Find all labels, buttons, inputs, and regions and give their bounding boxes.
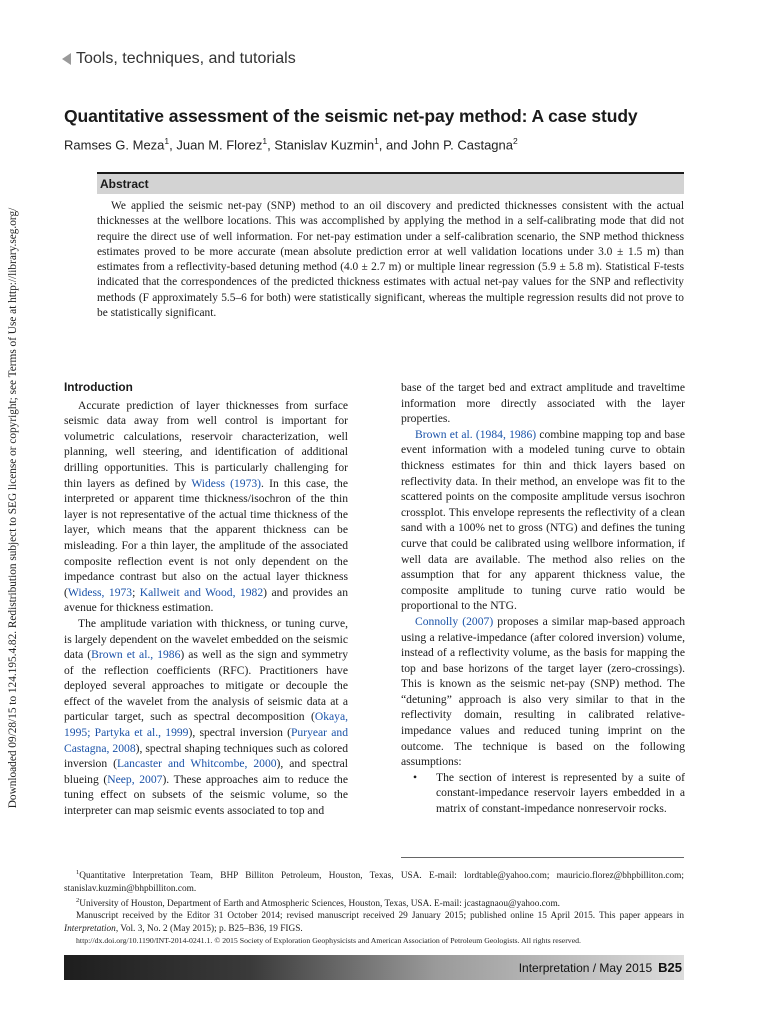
text-run: ), spectral shaping techniques such as colored inversion ( bbox=[64, 741, 348, 771]
intro-paragraph-1 bbox=[64, 398, 348, 616]
download-side-note bbox=[4, 158, 22, 858]
triangle-marker-icon bbox=[62, 53, 71, 65]
introduction-heading: Introduction bbox=[64, 380, 133, 394]
intro-paragraph-4 bbox=[401, 427, 685, 614]
citation-link[interactable]: Widess (1973) bbox=[191, 476, 262, 490]
text-run: ; bbox=[132, 585, 140, 599]
author-name: Juan M. Florez bbox=[176, 137, 263, 153]
section-label: Tools, techniques, and tutorials bbox=[76, 50, 296, 67]
text-run: proposes a similar map-based approach using a relative-impedance (after colored inversion) volume, instead of a reflectivity volume, as the basis for mapping the top and base horizons of the target layer (zero-crossings). This is known as the seismic net-pay (SNP) method. The “detuning” approach is also very similar to that in the reflectivity domain, resulting in calibrated relative-impedance values and reduced tuning imprint on the outcome. The technique is based on the following assumptions: bbox=[401, 614, 686, 769]
author-name: John P. Castagna bbox=[411, 137, 513, 153]
author-affiliation-mark: 1 bbox=[164, 136, 170, 146]
abstract-text: We applied the seismic net-pay (SNP) method to an oil discovery and predicted thicknesses consistent with the actual thicknesses at the wellbore locations. This was accomplished by applying the method in a self-calibrating mode that did not require the direct use of well information. For net-pay estimation under a self-calibration scenario, the SNP method thickness estimates proved to be more accurate (mean absolute prediction error at well validation locations under 3.0 ± 1.5 m) than estimates from a reflectivity-based detuning method (4.0 ± 2.7 m) or multiple linear regression (5.9 ± 5.8 m). Statistical F-tests indicated that the correspondences of the predicted thickness estimates with actual net-pay values for the SNP and reflectivity methods (F approximately 5.5–6 for both) were statistically significant, whereas the multiple regression results did not prove to be statistically significant. bbox=[97, 200, 684, 320]
text-run: ) and provides an avenue for thickness estimation. bbox=[64, 585, 348, 615]
footnote-doi: http://dx.doi.org/10.1190/INT-2014-0241.1. © 2015 Society of Exploration Geophysicists and American Association of Petroleum Geologists. All rights reserved. bbox=[76, 936, 582, 946]
citation-link[interactable]: Brown et al., 1986 bbox=[91, 648, 181, 662]
section-header bbox=[62, 50, 296, 68]
footnote-manuscript-info: Manuscript received by the Editor 31 October 2014; revised manuscript received 29 January 2015; published online 15 April 2015. This paper appears in Interpretation, Vol. 3, No. 2 (May 2015); p. B25–B36, 19 FIGS. bbox=[64, 911, 684, 934]
text-run: base of the target bed and extract amplitude and traveltime information more directly associated with the layer properties. bbox=[401, 381, 685, 426]
page-number: B25 bbox=[658, 960, 682, 975]
text-run: . In this case, the interpreted or apparent time thickness/isochron of the thin layer is not representative of the actual time thickness of the layer, which means that the apparent thickness can be misleading. For a thin layer, the amplitude of the associated composite reflection event is not only dependent on the impedance contrast but also on the actual layer thickness ( bbox=[64, 476, 348, 599]
text-run: The amplitude variation with thickness, or tuning curve, is largely dependent on the wavelet embedded on the seismic data ( bbox=[64, 616, 348, 662]
left-column bbox=[64, 380, 348, 819]
citation-link[interactable]: Neep, 2007 bbox=[107, 772, 163, 786]
footnote-affiliation-2: $^2$University of Houston, Department of Earth and Atmospheric Sciences, Houston, Texas, USA. E-mail: jcastagnaou@yahoo.com. bbox=[76, 896, 560, 909]
assumption-bullet bbox=[401, 770, 685, 817]
bullet-icon: • bbox=[413, 770, 418, 784]
footnote-affiliation-1: $^1$Quantitative Interpretation Team, BHP Billiton Petroleum, Houston, Texas, USA. E-mail: lordtable@yahoo.com; mauricio.florez@bhpbilliton.com; stanislav.kuzmin@bhpbilliton.com. bbox=[64, 869, 684, 894]
abstract-box bbox=[97, 172, 684, 321]
right-column bbox=[401, 380, 685, 817]
footnotes bbox=[64, 867, 684, 948]
paper-title: Quantitative assessment of the seismic net-pay method: A case study bbox=[64, 106, 638, 126]
text-run: Accurate prediction of layer thicknesses from surface seismic data away from well control is important for volumetric calculations, reservoir characterization, well planning, well steering, and identification of additional drilling opportunities. This is particularly challenging for thin layers as defined by bbox=[64, 398, 348, 490]
bullet-text: The section of interest is represented by a suite of constant-impedance reservoir layers embedded in a matrix of constant-impedance nonreservoir rocks. bbox=[436, 770, 685, 816]
citation-link[interactable]: Widess, 1973 bbox=[67, 585, 133, 599]
side-note-text: Downloaded 09/28/15 to 124.195.4.82. Redistribution subject to SEG license or copyright; see Terms of Use at http://library.seg.org/ bbox=[7, 207, 19, 809]
author-affiliation-mark: 2 bbox=[513, 136, 518, 146]
author-separator: , bbox=[169, 137, 177, 153]
citation-link[interactable]: Lancaster and Whitcombe, 2000 bbox=[116, 757, 277, 771]
text-run: ), spectral inversion ( bbox=[188, 726, 291, 740]
citation-link[interactable]: Okaya, 1995; Partyka et al., 1999 bbox=[64, 710, 348, 740]
author-affiliation-mark: 1 bbox=[374, 136, 379, 146]
abstract-heading: Abstract bbox=[97, 172, 684, 194]
citation-link[interactable]: Connolly (2007) bbox=[415, 614, 494, 628]
author-list bbox=[64, 136, 518, 152]
author-affiliation-mark: 1 bbox=[262, 136, 268, 146]
footer-bar bbox=[64, 955, 684, 980]
footer-text bbox=[519, 955, 684, 980]
author-separator: , bbox=[267, 137, 275, 153]
text-run: ) as well as the sign and symmetry of the reflection coefficients (RFC). Practitioners have deployed several approaches to mitigate or decouple the effect of the wavelet from the analysis of seismic data at a particular target, such as spectral decomposition ( bbox=[64, 648, 348, 724]
footer-journal: Interpretation / May 2015 bbox=[518, 960, 653, 975]
text-run: ). These approaches aim to reduce the tuning effect on subsets of the seismic volume, so the interpreter can map seismic events associated to top and bbox=[64, 772, 348, 818]
citation-link[interactable]: Kallweit and Wood, 1982 bbox=[139, 585, 264, 599]
author-name: Ramses G. Meza bbox=[64, 137, 165, 153]
citation-link[interactable]: Puryear and Castagna, 2008 bbox=[64, 726, 349, 755]
intro-paragraph-5 bbox=[401, 614, 685, 770]
author-separator: , and bbox=[378, 137, 412, 153]
intro-paragraph-3 bbox=[401, 380, 685, 427]
author-name: Stanislav Kuzmin bbox=[274, 137, 375, 153]
text-run: combine mapping top and base event information with a modeled tuning curve to obtain thickness estimates for thin and thick layers based on reflectivity data. In their method, an envelope was fit to the scattered points on the composite amplitude versus isochron crossplot. This envelope represents the reflectivity of a clean sand with a 100% net to gross (NTG) and defines the tuning curve that could be calibrated using wellbore information, if well data are available. The method also relies on the assumption that for any apparent thickness value, the composite amplitude to tuning curve ratio would be proportional to the NTG. bbox=[401, 427, 685, 613]
citation-link[interactable]: Brown et al. (1984, 1986) bbox=[415, 427, 537, 441]
text-run: ), and spectral blueing ( bbox=[64, 757, 348, 786]
footnote-divider bbox=[401, 857, 684, 858]
intro-paragraph-2 bbox=[64, 616, 348, 819]
